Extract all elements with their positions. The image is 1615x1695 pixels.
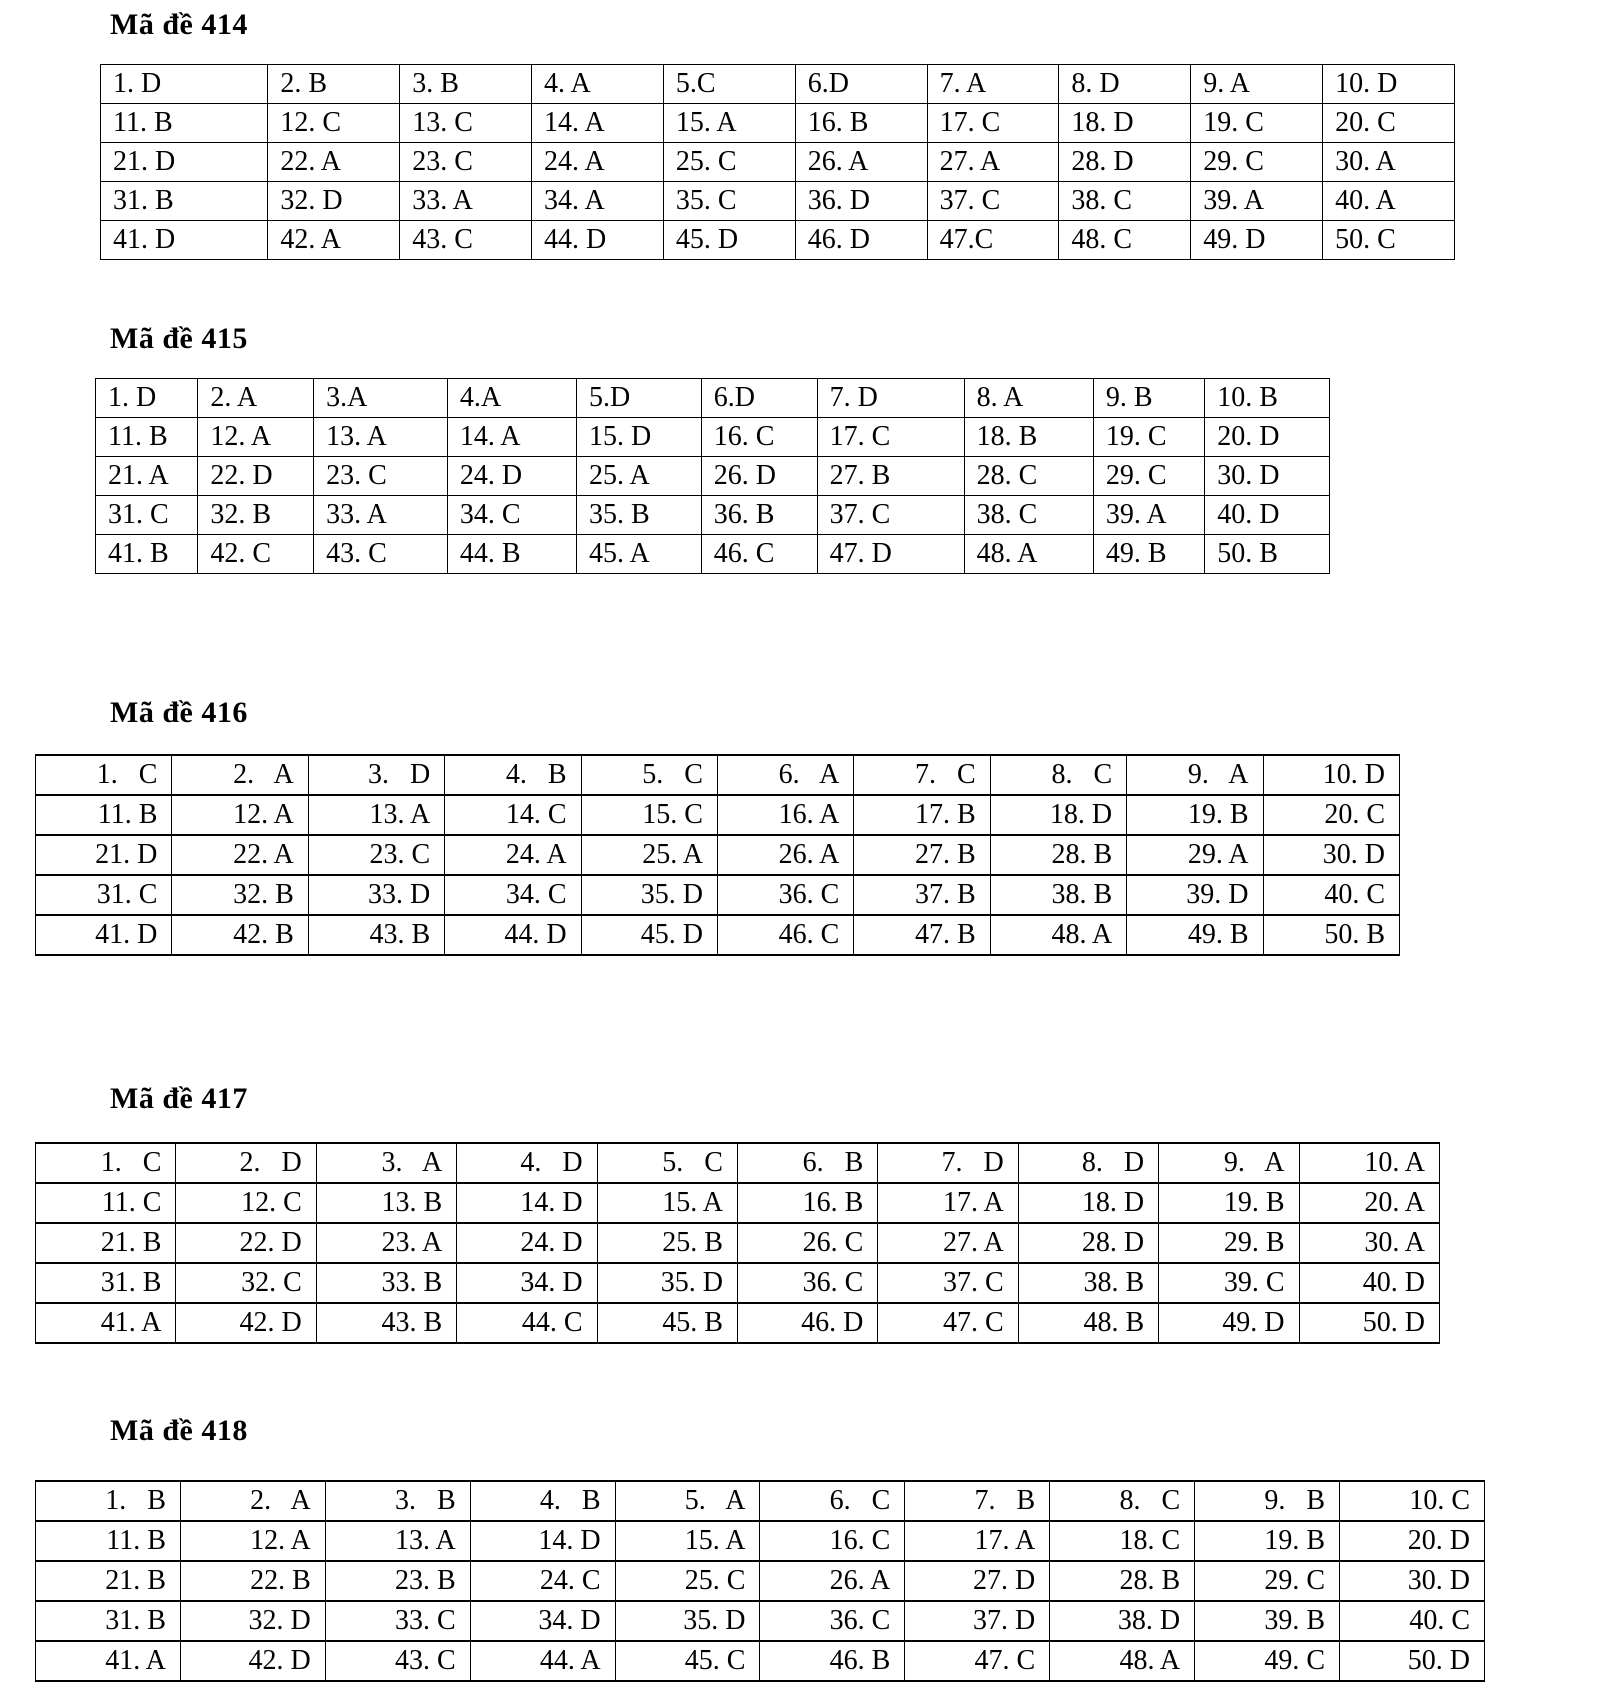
answer-cell: 46. C — [701, 535, 817, 574]
answer-cell: 29. A — [1127, 835, 1263, 875]
answer-cell: 29. C — [1191, 143, 1323, 182]
answer-cell: 17. C — [927, 104, 1059, 143]
section-title-416: Mã đề 416 — [110, 696, 248, 729]
answer-cell: 29. C — [1093, 457, 1204, 496]
answer-table-body — [36, 755, 1400, 955]
answer-cell: 50. D — [1340, 1641, 1485, 1681]
answer-cell: 33. B — [316, 1263, 456, 1303]
answer-cell: 17. C — [817, 418, 964, 457]
answer-cell: 36. D — [795, 182, 927, 221]
answer-cell: 35. B — [577, 496, 702, 535]
answer-cell: 43. C — [400, 221, 532, 260]
answer-cell: 40. D — [1299, 1263, 1439, 1303]
answer-row — [101, 104, 1455, 143]
answer-cell: 16. C — [760, 1521, 905, 1561]
answer-row — [36, 915, 1400, 955]
answer-cell: 3. B — [400, 65, 532, 104]
answer-cell: 31. B — [101, 182, 268, 221]
answer-cell: 10. D — [1263, 755, 1399, 795]
answer-table-418 — [35, 1480, 1485, 1682]
answer-row — [96, 535, 1330, 574]
answer-cell: 9. A — [1127, 755, 1263, 795]
answer-cell: 50. C — [1323, 221, 1455, 260]
answer-cell: 27. B — [817, 457, 964, 496]
answer-cell: 28. C — [964, 457, 1093, 496]
answer-cell: 30. D — [1340, 1561, 1485, 1601]
answer-table-body — [96, 379, 1330, 574]
answer-table-body — [36, 1481, 1485, 1681]
answer-row — [101, 65, 1455, 104]
answer-row — [96, 457, 1330, 496]
answer-table-414 — [100, 64, 1455, 260]
answer-cell: 28. D — [1018, 1223, 1158, 1263]
answer-cell: 29. B — [1159, 1223, 1299, 1263]
answer-cell: 45. A — [577, 535, 702, 574]
answer-cell: 16. A — [717, 795, 853, 835]
answer-table-416 — [35, 754, 1400, 956]
answer-cell: 22. D — [198, 457, 314, 496]
answer-cell: 30. A — [1323, 143, 1455, 182]
answer-cell: 13. B — [316, 1183, 456, 1223]
answer-cell: 18. D — [1059, 104, 1191, 143]
section-title-414: Mã đề 414 — [110, 8, 248, 41]
answer-cell: 38. B — [990, 875, 1126, 915]
answer-cell: 17. A — [878, 1183, 1018, 1223]
answer-cell: 5.D — [577, 379, 702, 418]
answer-cell: 31. C — [36, 875, 172, 915]
answer-cell: 11. B — [101, 104, 268, 143]
answer-cell: 34. C — [445, 875, 581, 915]
answer-cell: 44. C — [457, 1303, 597, 1343]
answer-cell: 43. B — [308, 915, 444, 955]
answer-cell: 7. C — [854, 755, 990, 795]
answer-cell: 43. C — [325, 1641, 470, 1681]
answer-cell: 15. A — [597, 1183, 737, 1223]
answer-cell: 2. D — [176, 1143, 316, 1183]
answer-cell: 3. B — [325, 1481, 470, 1521]
answer-row — [36, 1601, 1485, 1641]
answer-cell: 2. A — [180, 1481, 325, 1521]
answer-cell: 38. B — [1018, 1263, 1158, 1303]
answer-cell: 24. A — [532, 143, 664, 182]
section-title-418: Mã đề 418 — [110, 1414, 248, 1447]
answer-cell: 42. D — [180, 1641, 325, 1681]
answer-cell: 40. D — [1205, 496, 1330, 535]
answer-cell: 13. C — [400, 104, 532, 143]
answer-cell: 20. D — [1340, 1521, 1485, 1561]
answer-cell: 23. C — [400, 143, 532, 182]
answer-cell: 41. A — [36, 1641, 181, 1681]
answer-cell: 2. B — [268, 65, 400, 104]
answer-cell: 13. A — [308, 795, 444, 835]
answer-cell: 5. C — [581, 755, 717, 795]
answer-cell: 4. B — [445, 755, 581, 795]
answer-cell: 25. C — [663, 143, 795, 182]
answer-cell: 36. B — [701, 496, 817, 535]
answer-cell: 45. B — [597, 1303, 737, 1343]
answer-cell: 24. A — [445, 835, 581, 875]
answer-cell: 14. D — [470, 1521, 615, 1561]
answer-cell: 30. D — [1205, 457, 1330, 496]
answer-cell: 37. C — [878, 1263, 1018, 1303]
answer-cell: 46. D — [795, 221, 927, 260]
answer-cell: 7. D — [817, 379, 964, 418]
answer-cell: 21. D — [101, 143, 268, 182]
answer-cell: 37. C — [817, 496, 964, 535]
answer-cell: 20. D — [1205, 418, 1330, 457]
answer-cell: 19. B — [1127, 795, 1263, 835]
answer-row — [36, 1561, 1485, 1601]
answer-row — [36, 1143, 1440, 1183]
answer-cell: 1. B — [36, 1481, 181, 1521]
answer-cell: 19. B — [1195, 1521, 1340, 1561]
answer-cell: 44. D — [532, 221, 664, 260]
answer-cell: 14. A — [532, 104, 664, 143]
answer-cell: 35. D — [581, 875, 717, 915]
answer-cell: 7. B — [905, 1481, 1050, 1521]
answer-cell: 39. A — [1191, 182, 1323, 221]
answer-cell: 3. D — [308, 755, 444, 795]
answer-cell: 8. A — [964, 379, 1093, 418]
answer-cell: 8. D — [1059, 65, 1191, 104]
answer-cell: 43. B — [316, 1303, 456, 1343]
answer-cell: 37. D — [905, 1601, 1050, 1641]
answer-row — [101, 221, 1455, 260]
answer-cell: 34. D — [470, 1601, 615, 1641]
answer-cell: 8. D — [1018, 1143, 1158, 1183]
answer-cell: 24. D — [457, 1223, 597, 1263]
answer-cell: 31. B — [36, 1263, 176, 1303]
answer-cell: 47. C — [905, 1641, 1050, 1681]
answer-row — [36, 1521, 1485, 1561]
answer-cell: 21. B — [36, 1561, 181, 1601]
answer-row — [96, 418, 1330, 457]
answer-cell: 14. C — [445, 795, 581, 835]
answer-cell: 22. A — [172, 835, 308, 875]
answer-cell: 1. D — [96, 379, 198, 418]
answer-cell: 35. D — [597, 1263, 737, 1303]
answer-cell: 10. B — [1205, 379, 1330, 418]
answer-row — [36, 875, 1400, 915]
answer-cell: 25. A — [581, 835, 717, 875]
answer-cell: 27. B — [854, 835, 990, 875]
answer-cell: 49. D — [1159, 1303, 1299, 1343]
answer-cell: 12. A — [180, 1521, 325, 1561]
answer-cell: 17. B — [854, 795, 990, 835]
answer-cell: 37. C — [927, 182, 1059, 221]
answer-cell: 16. B — [795, 104, 927, 143]
answer-cell: 4. D — [457, 1143, 597, 1183]
answer-cell: 25. A — [577, 457, 702, 496]
answer-cell: 45. C — [615, 1641, 760, 1681]
answer-row — [36, 1263, 1440, 1303]
answer-table-415 — [95, 378, 1330, 574]
answer-cell: 39. A — [1093, 496, 1204, 535]
answer-cell: 14. A — [447, 418, 576, 457]
section-title-415: Mã đề 415 — [110, 322, 248, 355]
answer-cell: 15. A — [615, 1521, 760, 1561]
answer-cell: 46. C — [717, 915, 853, 955]
answer-cell: 24. C — [470, 1561, 615, 1601]
answer-cell: 3. A — [316, 1143, 456, 1183]
answer-cell: 22. D — [176, 1223, 316, 1263]
answer-cell: 37. B — [854, 875, 990, 915]
answer-cell: 49. C — [1195, 1641, 1340, 1681]
answer-cell: 13. A — [325, 1521, 470, 1561]
answer-table-body — [36, 1143, 1440, 1343]
answer-cell: 30. A — [1299, 1223, 1439, 1263]
answer-cell: 9. B — [1093, 379, 1204, 418]
answer-cell: 4. A — [532, 65, 664, 104]
answer-cell: 21. A — [96, 457, 198, 496]
answer-cell: 42. D — [176, 1303, 316, 1343]
answer-cell: 12. C — [176, 1183, 316, 1223]
answer-cell: 1. C — [36, 755, 172, 795]
answer-cell: 21. D — [36, 835, 172, 875]
answer-cell: 32. D — [268, 182, 400, 221]
answer-cell: 44. D — [445, 915, 581, 955]
answer-table-417 — [35, 1142, 1440, 1344]
answer-cell: 11. B — [96, 418, 198, 457]
answer-cell: 20. A — [1299, 1183, 1439, 1223]
answer-cell: 1. C — [36, 1143, 176, 1183]
answer-cell: 19. B — [1159, 1183, 1299, 1223]
answer-cell: 33. A — [400, 182, 532, 221]
answer-cell: 28. B — [1050, 1561, 1195, 1601]
answer-cell: 8. C — [1050, 1481, 1195, 1521]
answer-cell: 38. C — [964, 496, 1093, 535]
answer-cell: 14. D — [457, 1183, 597, 1223]
answer-cell: 22. B — [180, 1561, 325, 1601]
answer-cell: 5. C — [597, 1143, 737, 1183]
answer-cell: 32. D — [180, 1601, 325, 1641]
answer-row — [101, 182, 1455, 221]
answer-cell: 18. C — [1050, 1521, 1195, 1561]
answer-cell: 48. A — [964, 535, 1093, 574]
answer-cell: 41. B — [96, 535, 198, 574]
answer-cell: 12. A — [198, 418, 314, 457]
answer-cell: 47.C — [927, 221, 1059, 260]
answer-cell: 17. A — [905, 1521, 1050, 1561]
answer-cell: 27. A — [927, 143, 1059, 182]
answer-cell: 8. C — [990, 755, 1126, 795]
answer-cell: 26. A — [717, 835, 853, 875]
answer-cell: 4. B — [470, 1481, 615, 1521]
answer-cell: 13. A — [314, 418, 448, 457]
answer-cell: 44. A — [470, 1641, 615, 1681]
answer-cell: 27. D — [905, 1561, 1050, 1601]
answer-cell: 15. C — [581, 795, 717, 835]
answer-cell: 11. B — [36, 795, 172, 835]
answer-cell: 35. D — [615, 1601, 760, 1641]
answer-cell: 39. D — [1127, 875, 1263, 915]
answer-cell: 12. C — [268, 104, 400, 143]
answer-cell: 23. C — [308, 835, 444, 875]
answer-cell: 32. B — [198, 496, 314, 535]
answer-cell: 20. C — [1263, 795, 1399, 835]
answer-cell: 41. A — [36, 1303, 176, 1343]
answer-row — [36, 1183, 1440, 1223]
answer-cell: 10. D — [1323, 65, 1455, 104]
answer-cell: 48. B — [1018, 1303, 1158, 1343]
answer-cell: 46. D — [737, 1303, 877, 1343]
answer-row — [36, 1481, 1485, 1521]
answer-cell: 23. C — [314, 457, 448, 496]
answer-cell: 45. D — [663, 221, 795, 260]
answer-table-body — [101, 65, 1455, 260]
answer-cell: 5. A — [615, 1481, 760, 1521]
answer-cell: 50. B — [1205, 535, 1330, 574]
answer-cell: 19. C — [1093, 418, 1204, 457]
answer-cell: 40. C — [1263, 875, 1399, 915]
answer-cell: 29. C — [1195, 1561, 1340, 1601]
answer-cell: 5.C — [663, 65, 795, 104]
answer-cell: 22. A — [268, 143, 400, 182]
answer-cell: 42. B — [172, 915, 308, 955]
answer-cell: 16. C — [701, 418, 817, 457]
answer-cell: 18. B — [964, 418, 1093, 457]
answer-cell: 26. A — [760, 1561, 905, 1601]
answer-cell: 6. C — [760, 1481, 905, 1521]
answer-cell: 6. B — [737, 1143, 877, 1183]
answer-cell: 24. D — [447, 457, 576, 496]
answer-cell: 20. C — [1323, 104, 1455, 143]
answer-cell: 11. B — [36, 1521, 181, 1561]
answer-cell: 25. B — [597, 1223, 737, 1263]
answer-row — [36, 795, 1400, 835]
answer-cell: 32. C — [176, 1263, 316, 1303]
answer-cell: 31. B — [36, 1601, 181, 1641]
answer-cell: 1. D — [101, 65, 268, 104]
answer-cell: 4.A — [447, 379, 576, 418]
answer-cell: 2. A — [172, 755, 308, 795]
answer-cell: 19. C — [1191, 104, 1323, 143]
answer-cell: 47. C — [878, 1303, 1018, 1343]
answer-cell: 12. A — [172, 795, 308, 835]
answer-cell: 36. C — [717, 875, 853, 915]
answer-cell: 49. B — [1093, 535, 1204, 574]
answer-row — [36, 1641, 1485, 1681]
answer-cell: 32. B — [172, 875, 308, 915]
answer-cell: 26. A — [795, 143, 927, 182]
answer-row — [36, 1303, 1440, 1343]
answer-row — [96, 379, 1330, 418]
answer-cell: 38. D — [1050, 1601, 1195, 1641]
answer-cell: 50. D — [1299, 1303, 1439, 1343]
answer-cell: 38. C — [1059, 182, 1191, 221]
answer-cell: 42. A — [268, 221, 400, 260]
section-title-417: Mã đề 417 — [110, 1082, 248, 1115]
answer-cell: 40. A — [1323, 182, 1455, 221]
answer-cell: 46. B — [760, 1641, 905, 1681]
answer-cell: 9. A — [1159, 1143, 1299, 1183]
answer-cell: 50. B — [1263, 915, 1399, 955]
answer-cell: 23. A — [316, 1223, 456, 1263]
answer-cell: 26. D — [701, 457, 817, 496]
answer-cell: 10. C — [1340, 1481, 1485, 1521]
answer-cell: 10. A — [1299, 1143, 1439, 1183]
answer-cell: 6. A — [717, 755, 853, 795]
answer-cell: 21. B — [36, 1223, 176, 1263]
answer-cell: 48. A — [990, 915, 1126, 955]
answer-row — [36, 835, 1400, 875]
answer-cell: 41. D — [36, 915, 172, 955]
answer-cell: 44. B — [447, 535, 576, 574]
answer-cell: 28. B — [990, 835, 1126, 875]
answer-cell: 6.D — [701, 379, 817, 418]
answer-cell: 16. B — [737, 1183, 877, 1223]
answer-cell: 42. C — [198, 535, 314, 574]
answer-cell: 31. C — [96, 496, 198, 535]
answer-cell: 18. D — [990, 795, 1126, 835]
answer-cell: 28. D — [1059, 143, 1191, 182]
answer-cell: 33. A — [314, 496, 448, 535]
answer-cell: 34. D — [457, 1263, 597, 1303]
answer-cell: 30. D — [1263, 835, 1399, 875]
answer-cell: 15. D — [577, 418, 702, 457]
answer-cell: 34. C — [447, 496, 576, 535]
answer-cell: 49. B — [1127, 915, 1263, 955]
answer-cell: 35. C — [663, 182, 795, 221]
answer-cell: 40. C — [1340, 1601, 1485, 1641]
answer-cell: 9. B — [1195, 1481, 1340, 1521]
answer-cell: 27. A — [878, 1223, 1018, 1263]
answer-cell: 36. C — [737, 1263, 877, 1303]
answer-cell: 48. C — [1059, 221, 1191, 260]
answer-cell: 7. A — [927, 65, 1059, 104]
answer-cell: 26. C — [737, 1223, 877, 1263]
answer-cell: 33. D — [308, 875, 444, 915]
answer-row — [96, 496, 1330, 535]
answer-cell: 49. D — [1191, 221, 1323, 260]
answer-cell: 3.A — [314, 379, 448, 418]
answer-cell: 43. C — [314, 535, 448, 574]
answer-row — [36, 1223, 1440, 1263]
answer-cell: 7. D — [878, 1143, 1018, 1183]
answer-cell: 23. B — [325, 1561, 470, 1601]
answer-cell: 39. B — [1195, 1601, 1340, 1641]
answer-row — [36, 755, 1400, 795]
answer-cell: 45. D — [581, 915, 717, 955]
answer-cell: 36. C — [760, 1601, 905, 1641]
answer-cell: 47. D — [817, 535, 964, 574]
answer-cell: 6.D — [795, 65, 927, 104]
answer-cell: 25. C — [615, 1561, 760, 1601]
answer-cell: 15. A — [663, 104, 795, 143]
answer-cell: 9. A — [1191, 65, 1323, 104]
answer-row — [101, 143, 1455, 182]
answer-cell: 39. C — [1159, 1263, 1299, 1303]
answer-cell: 48. A — [1050, 1641, 1195, 1681]
answer-cell: 34. A — [532, 182, 664, 221]
answer-cell: 2. A — [198, 379, 314, 418]
answer-cell: 47. B — [854, 915, 990, 955]
answer-cell: 41. D — [101, 221, 268, 260]
answer-cell: 18. D — [1018, 1183, 1158, 1223]
answer-cell: 11. C — [36, 1183, 176, 1223]
answer-cell: 33. C — [325, 1601, 470, 1641]
answer-key-document — [0, 8, 1615, 1682]
